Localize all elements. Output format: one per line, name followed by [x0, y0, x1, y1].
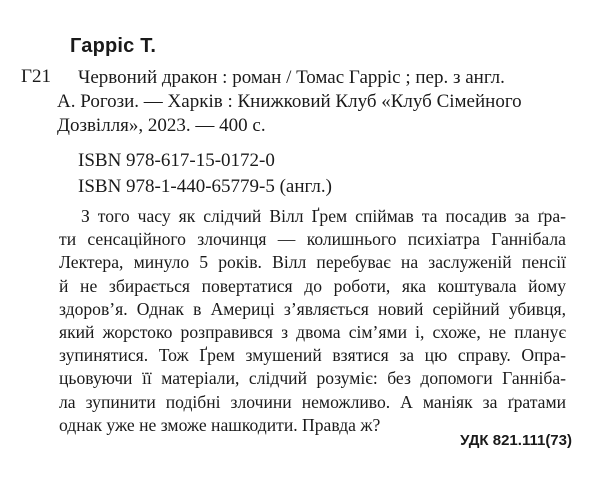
- citation-line: Дозвілля», 2023. — 400 с.: [57, 115, 266, 136]
- annotation-paragraph: [59, 205, 566, 437]
- citation-line: А. Рогози. — Харків : Книжковий Клуб «Клуб Сімейного: [57, 91, 522, 112]
- isbn-list: [78, 148, 332, 200]
- annotation-line: ла зупинити подібні злочини неможливо. А маніяк за ґратами: [59, 391, 566, 412]
- isbn-line: ISBN 978-617-15-0172-0: [78, 150, 275, 171]
- annotation-line: й не збирається повертатися до роботи, яка коштувала йому: [59, 275, 566, 296]
- bibliographic-citation: [57, 66, 567, 138]
- annotation-line: який жорстоко розправився з двома сім’ями і, схоже, не планує: [59, 322, 566, 343]
- isbn-line: ISBN 978-1-440-65779-5 (англ.): [78, 176, 332, 197]
- annotation-line: здоров’я. Однак в Америці з’являється новий серійний убивця,: [59, 298, 566, 319]
- annotation-line: цьовуючи її матеріали, слідчий розуміє: без допомоги Ганнібa-: [59, 368, 566, 389]
- citation-line: Червоний дракон : роман / Томас Гарріс ; пер. з англ.: [78, 67, 505, 88]
- annotation-line: ти сенсаційного злочинця — колишнього психіатра Ганнібала: [59, 229, 566, 250]
- annotation-line: зупинятися. Тож Ґрем змушений взятися за цю справу. Опра-: [59, 345, 566, 366]
- annotation-line: однак уже не зможе нашкодити. Правда ж?: [59, 414, 381, 435]
- shelf-code: Г21: [21, 66, 51, 87]
- author-heading: Гарріс Т.: [70, 35, 157, 57]
- annotation-line: Лектера, минуло 5 років. Вілл перебуває на заслуженій пенсії: [59, 252, 566, 273]
- udk-code: УДК 821.111(73): [460, 432, 572, 449]
- annotation-line: З того часу як слідчий Вілл Ґрем спіймав та посадив за ґра-: [81, 206, 566, 226]
